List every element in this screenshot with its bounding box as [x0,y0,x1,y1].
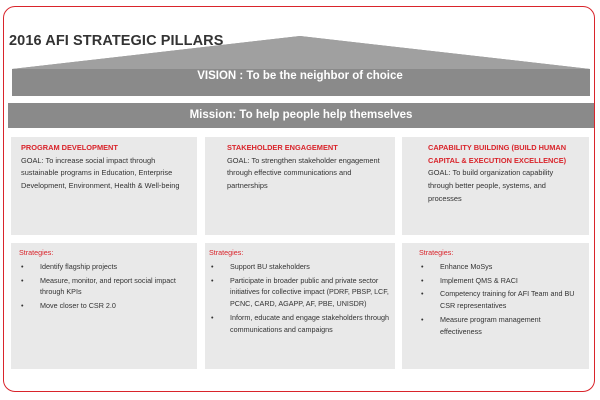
strategies-label: Strategies: [19,248,54,257]
pillar-program-development [11,137,197,235]
pillar-goal: GOAL: To build organization capability through better people, systems, and processes [428,168,554,203]
strategy-item: • Participate in broader public and private sector initiatives for collective impact (PDRF, PBSP, LCF, PCNC, CARD, AGAPP, AF, PBE, UNISDR) [209,275,391,310]
strategy-item: • Move closer to CSR 2.0 [19,300,191,312]
strategies-stakeholder-engagement [205,243,395,369]
page-title: 2016 AFI STRATEGIC PILLARS [9,33,224,49]
strategy-item: • Inform, educate and engage stakeholders through communications and campaigns [209,312,391,336]
roof-shape [0,0,600,100]
strategy-list [19,261,191,312]
strategy-list [419,261,583,338]
pillar-heading: STAKEHOLDER ENGAGEMENT [227,143,338,152]
pillar-heading: CAPABILITY BUILDING (BUILD HUMAN CAPITAL & EXECUTION EXCELLENCE) [428,143,567,165]
strategies-capability-building [402,243,589,369]
strategy-item: • Support BU stakeholders [209,261,391,273]
pillar-heading: PROGRAM DEVELOPMENT [21,143,118,152]
pillar-goal: GOAL: To increase social impact through sustainable programs in Education, Enterprise Development, Environment, Health & Well-being [21,155,180,191]
strategy-item: • Competency training for AFI Team and BU CSR representatives [419,288,583,312]
pillar-stakeholder-engagement [205,137,395,235]
vision-statement: VISION : To be the neighbor of choice [197,70,403,82]
pillar-capability-building [402,137,589,235]
strategies-label: Strategies: [209,248,244,257]
strategy-item: • Enhance MoSys [419,261,583,273]
strategy-list [209,261,391,336]
strategy-item: • Measure, monitor, and report social impact through KPIs [19,275,191,299]
pillar-goal: GOAL: To strengthen stakeholder engagement through effective communications and partnerships [227,155,380,191]
mission-bar: Mission: To help people help themselves [8,103,594,128]
strategies-label: Strategies: [419,248,454,257]
strategy-item: • Measure program management effectiveness [419,314,583,338]
strategy-item: • Identify flagship projects [19,261,191,273]
strategy-item: • Implement QMS & RACI [419,275,583,287]
strategies-program-development [11,243,197,369]
